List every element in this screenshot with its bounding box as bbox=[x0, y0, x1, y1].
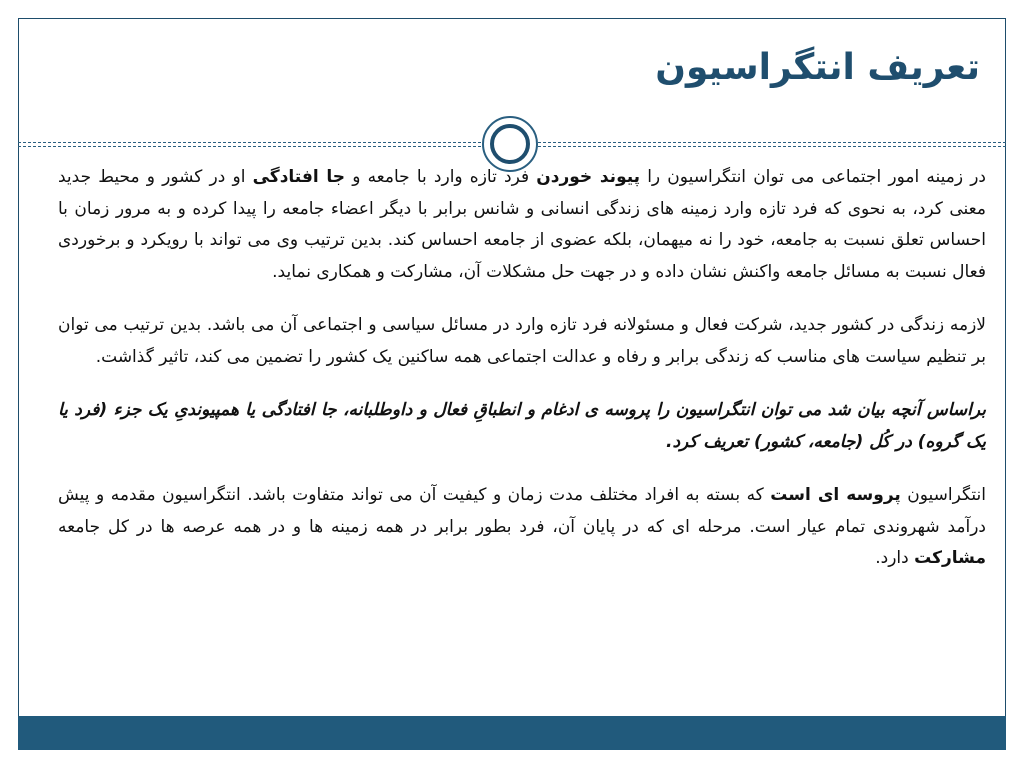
p1-bold-joining: پیوند خوردن bbox=[536, 167, 641, 187]
p4-text-d: دارد. bbox=[875, 548, 915, 568]
slide-title: تعریف انتگراسیون bbox=[655, 47, 980, 88]
paragraph-summary: براساس آنچه بیان شد می توان انتگراسیون را پروسه ی ادغام و انطباقِ فعال و داوطلبانه، جا افتادگی یا همپیوندیِ یک جزء (فرد یا یک گروه) در کُل (جامعه، کشور) تعریف کرد. bbox=[58, 400, 986, 452]
footer-bar bbox=[18, 716, 1006, 750]
paragraph-participation: لازمه زندگی در کشور جدید، شرکت فعال و مسئولانه فرد تازه وارد در مسائل سیاسی و اجتماعی آن می باشد. بدین ترتیب می توان بر تنظیم سیاست های مناسب که زندگی برابر و رفاه و عدالت اجتماعی همه ساکنین یک کشور را تضمین می کند، تاثیر گذاشت. bbox=[58, 315, 986, 367]
paragraph-process bbox=[58, 480, 986, 575]
p1-text-d: او در کشور و محیط جدید معنی کرد، به نحوی که فرد تازه وارد زمینه های زندگی انسانی و شانس برابر با دیگر اعضاء جامعه را پیدا کرده و به مرور زمان با احساس تعلق نسبت به جامعه، خود را نه میهمان، بلکه عضوی از جامعه احساس کند. بدین ترتیب وی می تواند با رویکرد و برخوردی فعال نسبت به مسائل جامعه واکنش نشان داده و در جهت حل مشکلات آن، مشارکت و همکاری نماید. bbox=[58, 167, 986, 282]
p1-text-a: در زمینه امور اجتماعی می توان انتگراسیون را bbox=[640, 167, 986, 187]
paragraph-definition bbox=[58, 162, 986, 288]
p4-text-a: انتگراسیون bbox=[900, 485, 986, 505]
p4-text-c: که بسته به افراد مختلف مدت زمان و کیفیت آن می تواند متفاوت باشد. انتگراسیون مقدمه و پیش درآمد شهروندی تمام عیار است. مرحله ای که در پایان آن، فرد بطور برابر در همه زمینه ها و در همه عرصه ها در کل جامعه bbox=[58, 485, 986, 537]
p4-bold-process: پروسه ای است bbox=[770, 485, 901, 505]
p4-bold-participation: مشارکت bbox=[914, 548, 986, 568]
p1-text-c: فرد تازه وارد با جامعه و bbox=[345, 167, 537, 187]
p1-bold-settling: جا افتادگی bbox=[252, 167, 346, 187]
slide-body bbox=[58, 162, 986, 597]
